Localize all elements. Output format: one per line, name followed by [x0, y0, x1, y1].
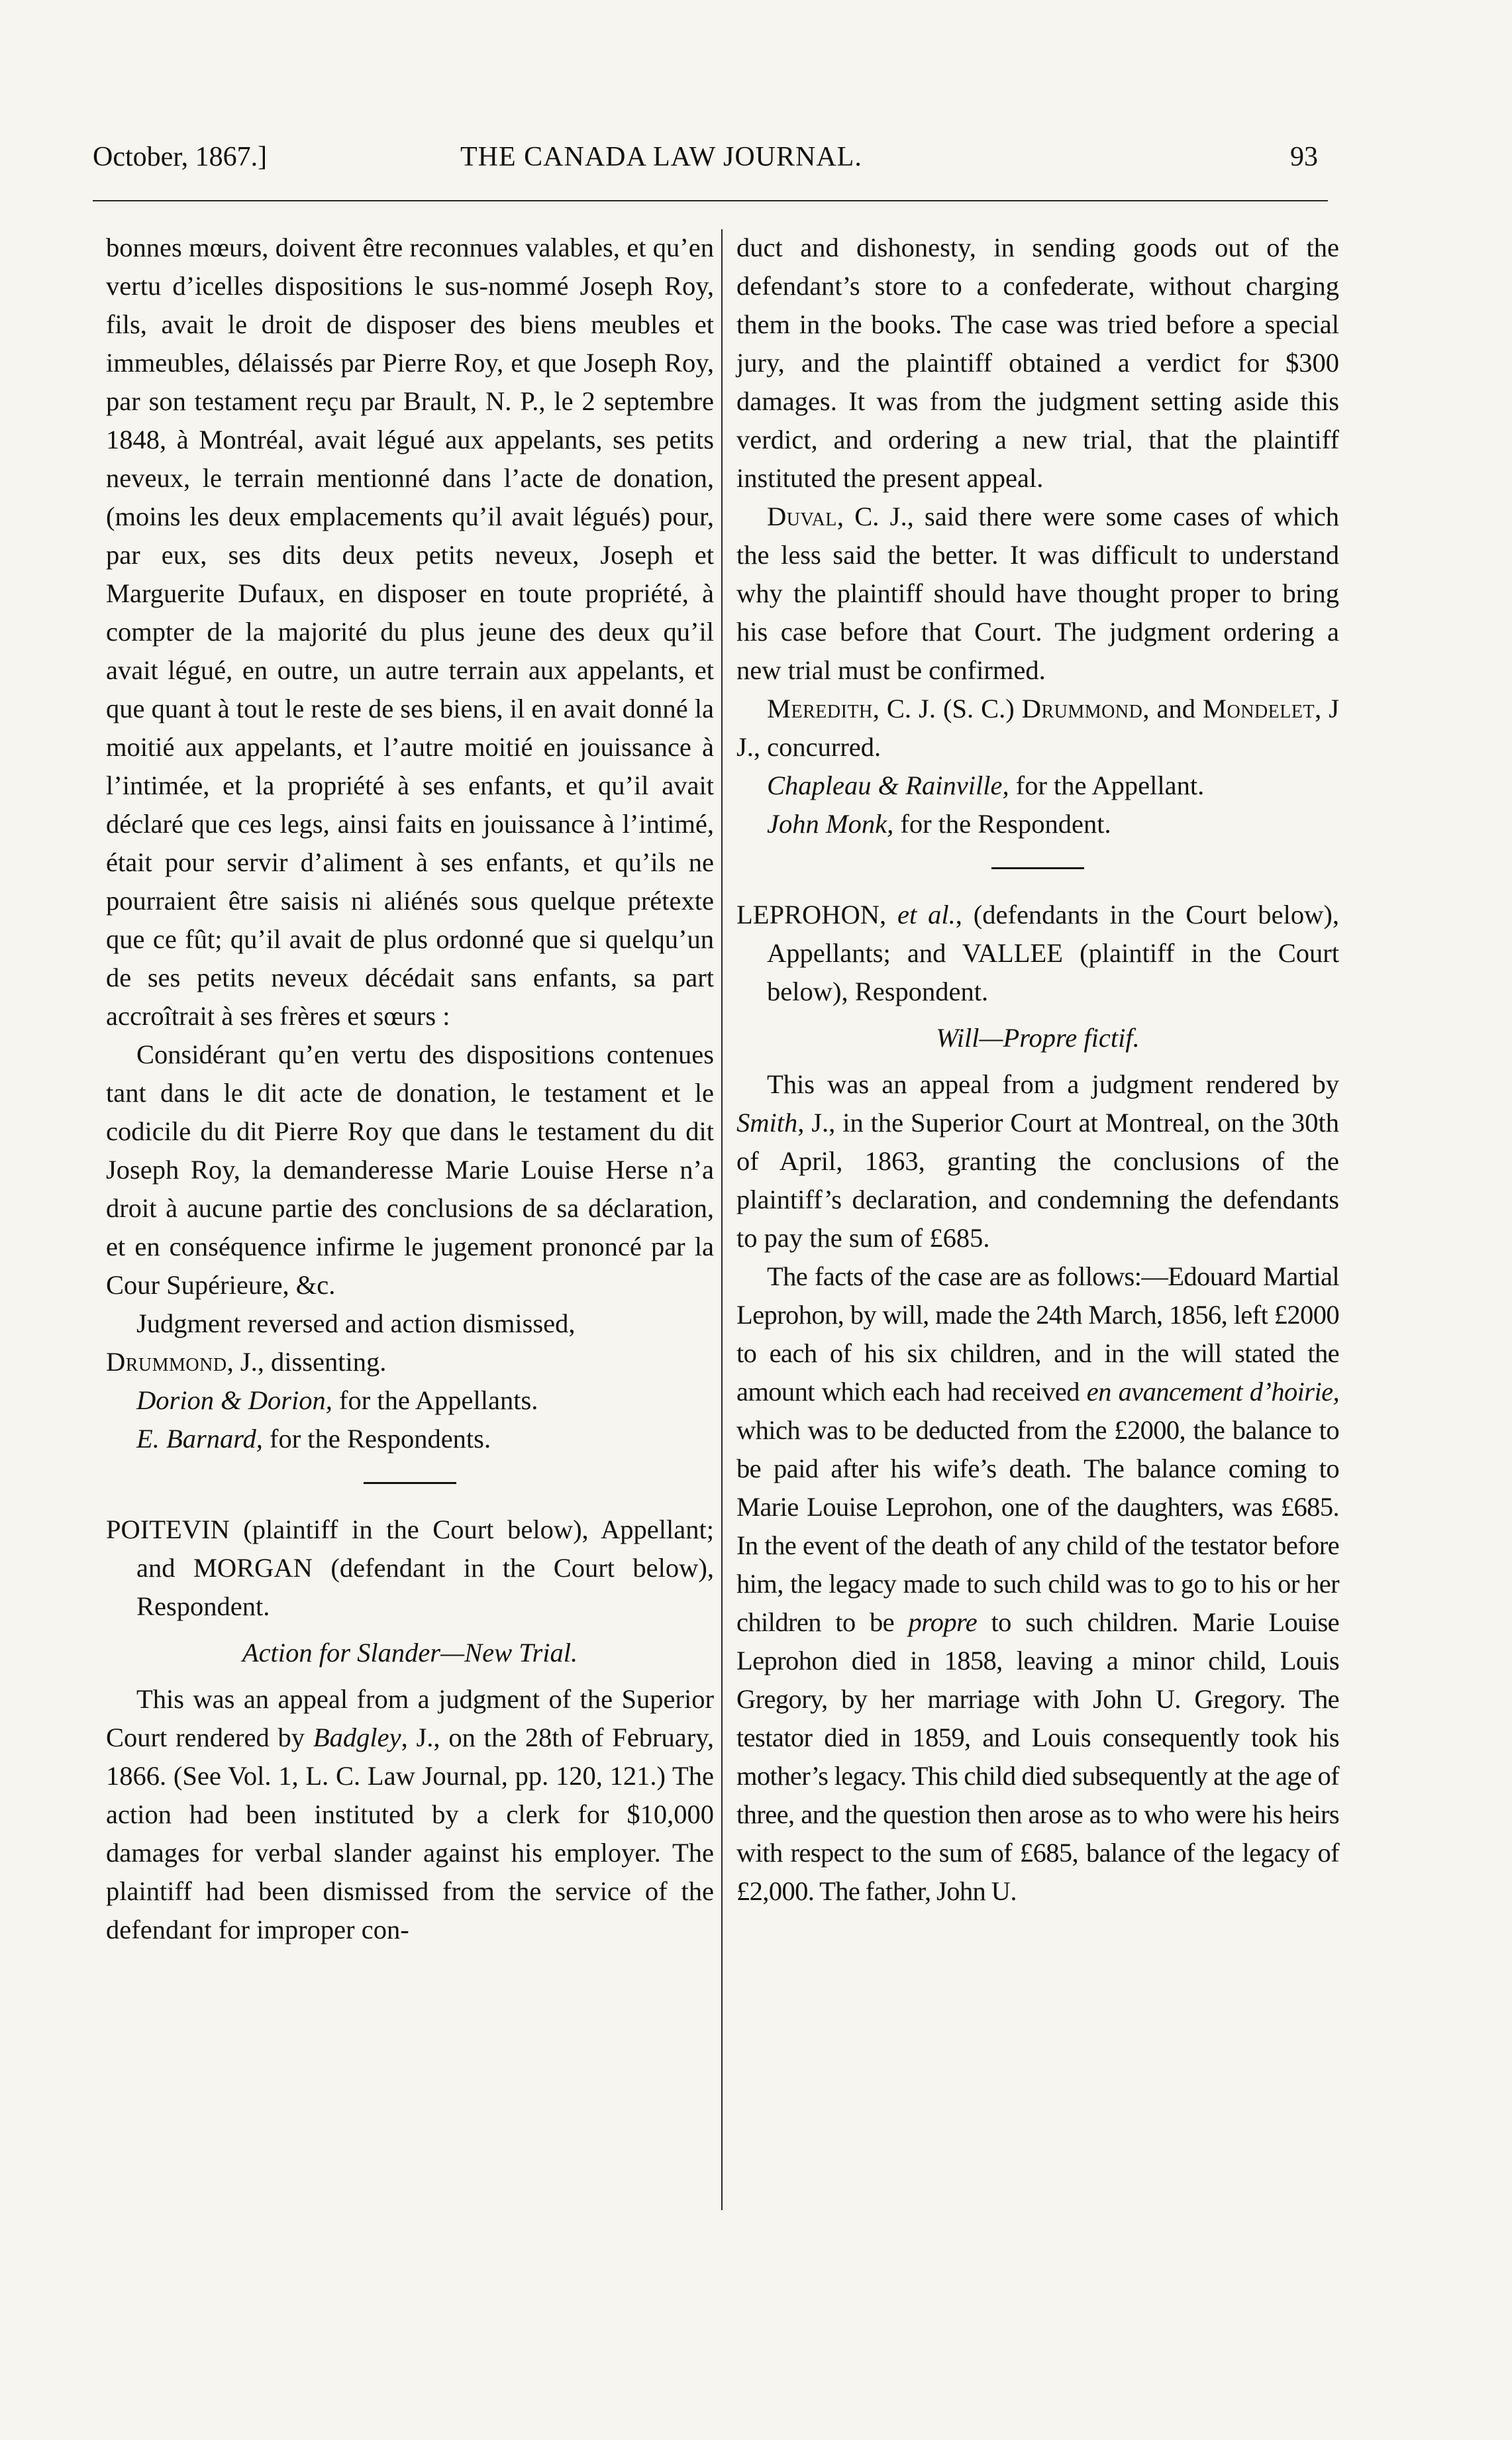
body-text: to such children. Marie Louise Leprohon died in 1858, leaving a minor child, Louis Gregory, by her marriage with John U. Gregory. The testator died in 1859, and Louis consequently took his mother’s legacy. This child died subsequently at the age of three, and the question then arose as to who were his heirs with respect to the sum of £685, balance of the legacy of £2,000. The father, John U. — [736, 1607, 1340, 1906]
italic-term: propre — [908, 1607, 978, 1637]
counsel-name: Dorion & Dorion, — [136, 1385, 332, 1415]
body-text: which was to be deducted from the £2000, the balance to be paid after his wife’s death. The balance coming to Marie Louise Leprohon, one of the daughters, was £685. In the event of the death of any child of the testator before him, the legacy made to such child was to go to his or her children to be — [736, 1415, 1339, 1637]
counsel-respondents — [106, 1420, 714, 1458]
duval-opinion — [736, 498, 1339, 690]
considerant-paragraph: Considérant qu’en vertu des dispositions contenues tant dans le dit acte de donation, le testament et le codicile du dit Pierre Roy que dans le testament du dit Joseph Roy, la demanderesse Marie Louise Herse n’a droit à aucune partie des conclusions de sa déclaration, et en conséquence infirme le jugement prononcé par la Cour Supérieure, &c. — [106, 1039, 714, 1300]
dissenting-judge: Drummond — [106, 1347, 227, 1377]
section-separator — [991, 867, 1084, 869]
french-judgment-text: bonnes mœurs, doivent être reconnues valables, et qu’en vertu d’icelles dispositions le sus-nommé Joseph Roy, fils, avait le droit de disposer des biens meubles et immeubles, délaissés par Pierre Roy, et que Joseph Roy, par son testament reçu par Brault, N. P., le 2 septembre 1848, à Montréal, avait légué aux appelants, ses petits neveux, le terrain mentionné dans l’acte de donation, (moins les deux emplacements qu’il avait légués) pour, par eux, ses dits deux petits neveux, Joseph et Marguerite Dufaux, en disposer en toute propriété, à compter de la majorité du plus jeune des deux qu’il avait légué, en outre, un autre terrain aux appelants, et que quant à tout le reste de ses biens, il en avait donné la moitié aux appelants, et l’autre moitié en jouissance à l’intimée, et la propriété à ses enfants, et qu’il avait déclaré que ces legs, ainsi faits en jouissance à l’intimé, était pour servir d’aliment à ses enfants, et qu’ils ne pourraient être saisis ni aliénés sous quelque prétexte que ce fût; qu’il avait de plus ordonné que si quelqu’un de ses petits neveux décédait sans enfants, sa part accroîtrait à ses frères et sœurs : — [106, 233, 714, 1031]
header-date: October, 1867.] — [93, 142, 268, 172]
counsel-respondent — [736, 805, 1339, 843]
body-text: The facts of the case are as follows:—Edouard Martial Leprohon, by will, made the 24th March, 1856, left £2000 to each of his six children, and in the will stated the amount which each had received — [736, 1261, 1339, 1406]
case-subject: Action for Slander—New Trial. — [242, 1638, 578, 1668]
case-heading-poitevin: POITEVIN (plaintiff in the Court below), Appellant; and MORGAN (defendant in the Court below), Respondent. — [106, 1514, 714, 1621]
counsel-role: for the Appellants. — [332, 1385, 538, 1415]
counsel-appellant — [736, 767, 1339, 805]
italic-term: en avancement d’hoirie, — [1086, 1377, 1339, 1406]
counsel-role: for the Appellant. — [1009, 770, 1205, 800]
case-subject: Will—Propre fictif. — [936, 1023, 1140, 1053]
heading-text: LEPROHON, — [736, 900, 898, 929]
judge-name: Badgley — [313, 1723, 401, 1752]
case-body-leprohon — [736, 1065, 1339, 1257]
column-divider — [721, 229, 723, 2210]
counsel-name: Chapleau & Rainville, — [767, 770, 1009, 800]
dissent-text: , J., dissenting. — [227, 1347, 387, 1377]
body-text: This was an appeal from a judgment rendered by — [767, 1069, 1339, 1099]
judgment-line: Judgment reversed and action dismissed, — [136, 1308, 576, 1338]
running-header — [93, 137, 1328, 177]
concur-text: , J J., concurred. — [736, 694, 1339, 762]
poitevin-continued: duct and dishonesty, in sending goods out of the defendant’s store to a confederate, without charging them in the books. The case was tried before a special jury, and the plaintiff obtained a verdict for $300 damages. It was from the judgment setting aside this verdict, and ordering a new trial, that the plaintiff instituted the present appeal. — [736, 233, 1339, 493]
counsel-name: E. Barnard, — [136, 1424, 263, 1454]
counsel-name: John Monk, — [767, 809, 894, 839]
left-column — [106, 229, 714, 1949]
judge-name: Duval — [767, 502, 837, 531]
judge-name: Drummond — [1021, 694, 1143, 723]
body-text: , J., on the 28th of February, 1866. (See Vol. 1, L. C. Law Journal, pp. 120, 121.) The action had been instituted by a clerk for $10,000 damages for verbal slander against his employer. The plaintiff had been dismissed from the service of the defendant for improper con- — [106, 1723, 714, 1944]
concur-text: , and — [1142, 694, 1203, 723]
dissent-line — [106, 1343, 714, 1381]
judge-name: Smith — [736, 1108, 798, 1138]
judge-name: Meredith — [767, 694, 873, 723]
header-rule — [93, 200, 1328, 201]
heading-text: , (defendants in the Court below), Appellants; and VALLEE (plaintiff in the Court below), Respondent. — [767, 900, 1339, 1006]
judge-name: Mondelet — [1203, 694, 1315, 723]
opinion-text: , C. J., said there were some cases of which the less said the better. It was difficult to understand why the plaintiff should have thought proper to bring his case before that Court. The judgment ordering a new trial must be confirmed. — [736, 502, 1339, 685]
counsel-appellants — [106, 1381, 714, 1420]
page-number: 93 — [1290, 142, 1318, 172]
section-separator — [364, 1482, 456, 1484]
journal-title: THE CANADA LAW JOURNAL. — [460, 142, 862, 172]
case-body-poitevin — [106, 1680, 714, 1949]
case-heading-leprohon — [736, 896, 1339, 1011]
counsel-role: for the Respondent. — [893, 809, 1111, 839]
heading-etal: et al. — [897, 900, 956, 929]
right-column — [736, 229, 1339, 1911]
counsel-role: for the Respondents. — [262, 1424, 491, 1454]
facts-paragraph — [736, 1257, 1339, 1911]
body-text: , J., in the Superior Court at Montreal, on the 30th of April, 1863, granting the conclusions of the plaintiff’s declaration, and condemning the defendants to pay the sum of £685. — [736, 1108, 1339, 1253]
concurrence-line — [736, 690, 1339, 767]
body-text: This was an appeal from a judgment of the Superior Court rendered by — [106, 1684, 714, 1752]
concur-text: , C. J. (S. C.) — [872, 694, 1022, 723]
